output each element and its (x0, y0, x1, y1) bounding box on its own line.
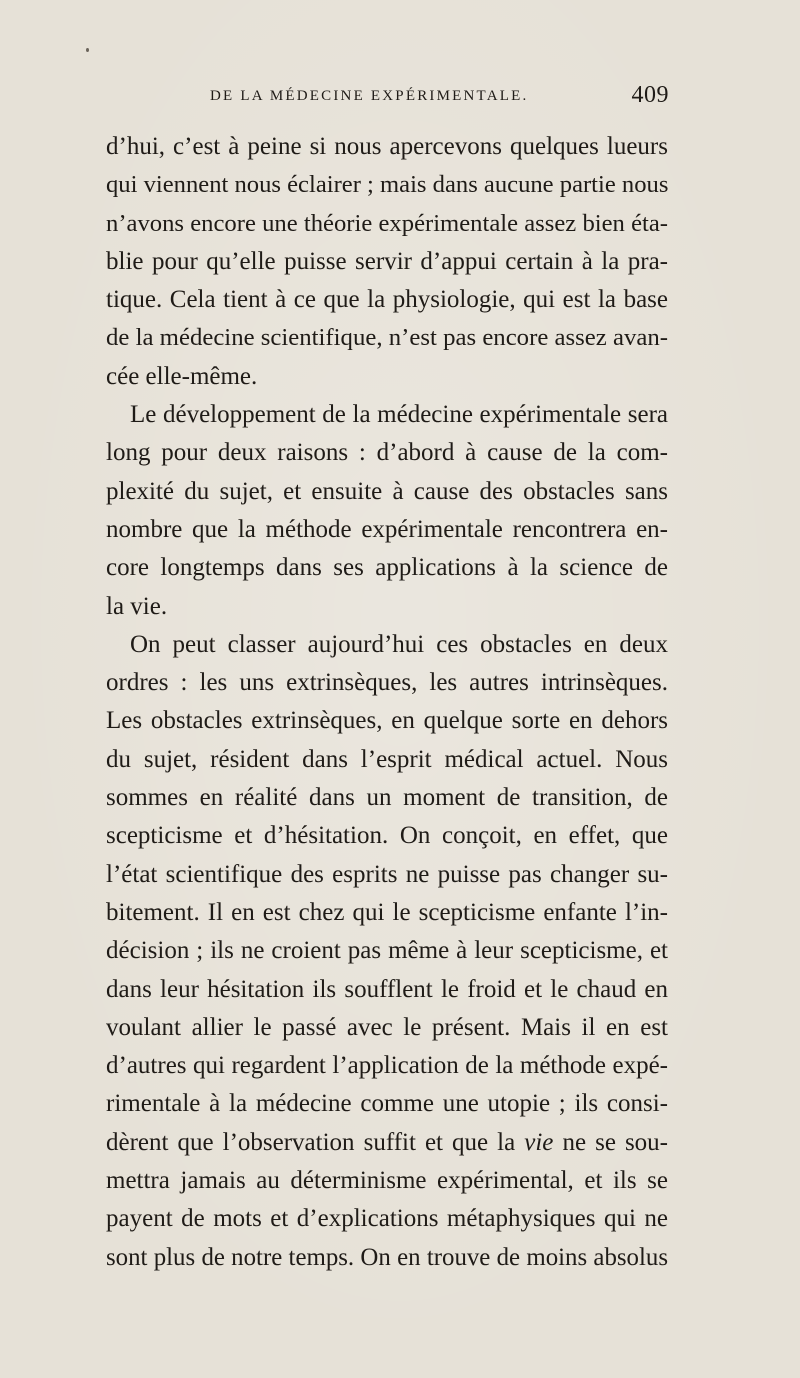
text-line: décision ; ils ne croient pas même à leur scepticisme, et (106, 937, 668, 965)
text-line: On peut classer aujourd’hui ces obstacles en deux (130, 630, 668, 658)
text-line: n’avons encore une théorie expérimentale assez bien éta- (106, 209, 668, 237)
text-line: de la médecine scientifique, n’est pas encore assez avan- (106, 324, 668, 352)
text-line: la vie. (106, 592, 168, 620)
body-text (106, 128, 668, 1277)
text-line: voulant allier le passé avec le présent. Mais il en est (106, 1013, 668, 1041)
text-line: dans leur hésitation ils soufflent le froid et le chaud en (106, 975, 668, 1003)
text-segment: ne se sou- (553, 1128, 669, 1156)
text-line: long pour deux raisons : d’abord à cause de la com- (106, 439, 668, 467)
text-line: ordres : les uns extrinsèques, les autres intrinsèques. (106, 669, 668, 697)
text-line: Les obstacles extrinsèques, en quelque sorte en dehors (106, 707, 668, 735)
text-line: sommes en réalité dans un moment de transition, de (106, 784, 668, 812)
text-line: nombre que la méthode expérimentale rencontrera en- (106, 515, 668, 543)
text-line: Le développement de la médecine expérimentale sera (130, 401, 668, 429)
text-line: d’hui, c’est à peine si nous apercevons quelques lueurs (106, 133, 668, 160)
text-line: tique. Cela tient à ce que la physiologie, qui est la base (106, 286, 668, 314)
text-line: blie pour qu’elle puisse servir d’appui certain à la pra- (106, 247, 668, 275)
running-title: DE LA MÉDECINE EXPÉRIMENTALE. (210, 88, 529, 104)
italic-word: vie (524, 1128, 554, 1156)
text-line: qui viennent nous éclairer ; mais dans aucune partie nous (106, 171, 669, 199)
text-line: l’état scientifique des esprits ne puisse pas changer su- (106, 860, 668, 888)
text-line: cée elle-même. (106, 362, 258, 390)
margin-speck (86, 48, 89, 52)
text-line: d’autres qui regardent l’application de la méthode expé- (106, 1052, 668, 1080)
text-line: core longtemps dans ses applications à la science de (106, 554, 668, 582)
text-line (106, 1124, 668, 1162)
text-line: mettra jamais au déterminisme expérimental, et ils se (106, 1167, 668, 1195)
text-line: plexité du sujet, et ensuite à cause des obstacles sans (106, 477, 668, 505)
text-line: payent de mots et d’explications métaphysiques qui ne (106, 1205, 668, 1233)
text-line: sont plus de notre temps. On en trouve de moins absolus (106, 1243, 668, 1271)
text-line: du sujet, résident dans l’esprit médical actuel. Nous (106, 745, 668, 773)
text-line: rimentale à la médecine comme une utopie ; ils consi- (106, 1090, 668, 1118)
text-line: scepticisme et d’hésitation. On conçoit, en effet, que (106, 822, 668, 850)
page-number: 409 (631, 82, 669, 108)
page-header (210, 82, 669, 118)
text-segment: dèrent que l’observation suffit et que la (106, 1128, 525, 1156)
text-line: bitement. Il en est chez qui le scepticisme enfante l’in- (106, 898, 668, 926)
